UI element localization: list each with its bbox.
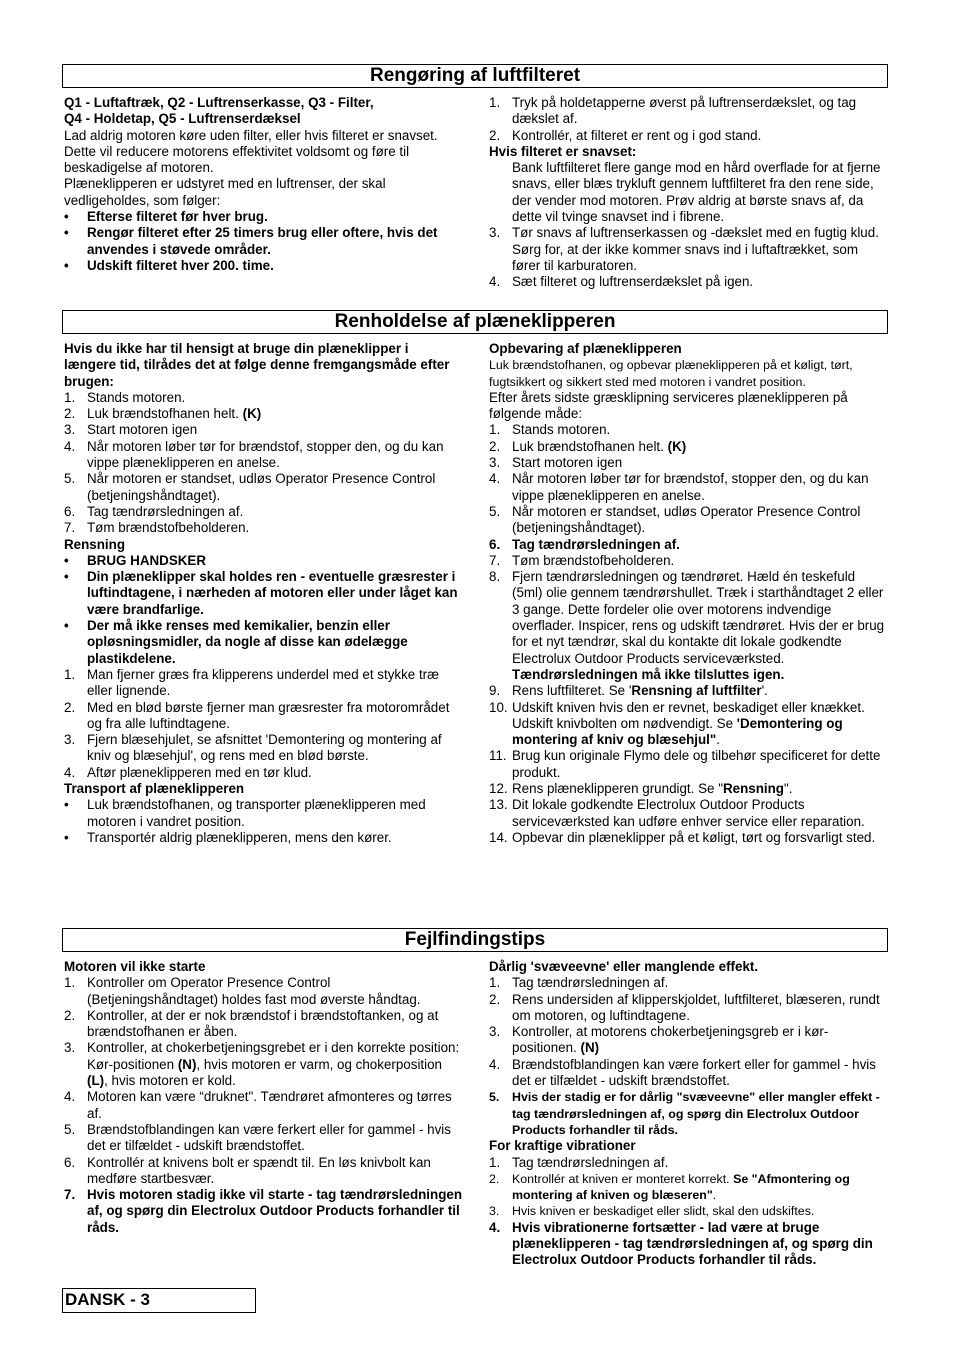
- list-item: 5. Brændstofblandingen kan være ferkert eller for gammel - hvis det er tilfældet - udskift brændstoffet.: [64, 1121, 451, 1154]
- list-item: • BRUG HANDSKER: [64, 552, 207, 568]
- list-item: 4. Aftør plæneklipperen med en tør klud.: [64, 764, 312, 780]
- list-item: 2. Kontrollér, at filteret er rent og i god stand.: [489, 127, 762, 143]
- storage-intro-right: Efter årets sidste græsklipning serviceres plæneklipperen på følgende måde:: [489, 389, 848, 422]
- part-labels-line1: Q1 - Luftaftræk, Q2 - Luftrenserkasse, Q3 - Filter,: [64, 95, 374, 110]
- list-item: 2. Luk brændstofhanen helt. (K): [489, 438, 687, 454]
- list-item: 1. Tag tændrørsledningen af.: [489, 1154, 669, 1170]
- troubleshooting-left-column: [64, 959, 464, 1236]
- section-title-maintenance: Renholdelse af plæneklipperen: [62, 310, 888, 334]
- list-item: 1. Stands motoren.: [489, 422, 611, 438]
- list-item: • Efterse filteret før hver brug.: [64, 209, 268, 225]
- list-item: 9. Rens luftfilteret. Se 'Rensning af luftfilter'.: [489, 683, 768, 699]
- list-item: 1. Man fjerner græs fra klipperens underdel med et stykke træ eller lignende.: [64, 666, 440, 699]
- maintenance-left-column: [64, 341, 464, 846]
- list-item: 10. Udskift kniven hvis den er revnet, beskadiget eller knækket. Udskift knivbolten om nødvendigt. Se 'Demontering og montering af kniv og blæsehjul".: [489, 699, 865, 748]
- list-item: 3. Hvis kniven er beskadiget eller slidt, skal den udskiftes.: [489, 1204, 815, 1219]
- list-item: • Der må ikke renses med kemikalier, benzin eller opløsningsmidler, da nogle af disse kan ødelægge plastikdelene.: [64, 618, 408, 666]
- list-item: 4. Motoren kan være “druknet". Tændrøret afmonteres og tørres af.: [64, 1089, 452, 1121]
- list-item: 6. Tag tændrørsledningen af.: [64, 503, 244, 519]
- list-item: 2. Med en blød børste fjerner man græsrester fra motorområdet og fra alle luftindtagene.: [64, 699, 450, 731]
- maintenance-right-column: [489, 341, 889, 846]
- list-item: 3. Fjern blæsehjulet, se afsnittet 'Demontering og montering af kniv og blæsehjul', og rens med en blød børste.: [64, 732, 442, 764]
- list-item: 3. Kontroller, at chokerbetjeningsgrebet er i den korrekte position: Kør-positionen (N), hvis motoren er varm, og chokerposition (L), hvis motoren er kold.: [64, 1040, 460, 1089]
- list-item: 3. Start motoren igen: [489, 455, 623, 471]
- list-item: 5. Når motoren er standset, udløs Operator Presence Control (betjeningshåndtaget).: [64, 471, 436, 503]
- troubleshooting-right-column: [489, 959, 889, 1269]
- cleaning-heading: Rensning: [64, 536, 126, 552]
- storage-heading: Opbevaring af plæneklipperen: [489, 341, 682, 356]
- list-item: 7. Hvis motoren stadig ikke vil starte - tag tændrørsledningen af, og spørg din Electrolux Outdoor Products forhandler til råds.: [64, 1187, 463, 1235]
- vibration-heading: For kraftige vibrationer: [489, 1138, 636, 1154]
- list-item: 13. Dit lokale godkendte Electrolux Outdoor Products serviceværksted kan udføre enhver service eller reparation.: [489, 797, 865, 829]
- list-item: 3. Start motoren igen: [64, 422, 198, 438]
- list-item: 5. Når motoren er standset, udløs Operator Presence Control (betjeningshåndtaget).: [489, 503, 861, 536]
- storage-note: Luk brændstofhanen, og opbevar plæneklipperen på et køligt, tørt, fugtsikkert og sikkert sted med motoren i vandret position.: [489, 358, 853, 389]
- transport-heading: Transport af plæneklipperen: [64, 781, 245, 797]
- list-item: 7. Tøm brændstofbeholderen.: [64, 520, 250, 536]
- list-item: 2. Rens undersiden af klipperskjoldet, luftfilteret, blæseren, rundt om motoren, og luftindtagene.: [489, 991, 880, 1023]
- list-item: 3. Tør snavs af luftrenserkassen og -dækslet med en fugtig klud. Sørg for, at der ikke kommer snavs ind i luftaftrækket, som fører til karburatoren.: [489, 225, 879, 273]
- list-item: 2. Kontrollér at kniven er monteret korrekt. Se "Afmontering og montering af kniven og blæseren".: [489, 1171, 850, 1203]
- poor-hover-heading: Dårlig 'svæveevne' eller manglende effekt.: [489, 959, 759, 974]
- air-filter-warning: Lad aldrig motoren køre uden filter, eller hvis filteret er snavset. Dette vil reducere motorens effektivitet voldsomt og føre til beskadigelse af motoren.: [64, 127, 438, 176]
- section-title-air-filter: Rengøring af luftfilteret: [62, 64, 888, 88]
- list-item: • Din plæneklipper skal holdes ren - eventuelle græsrester i luftindtagene, i nærheden af motoren eller under låget kan være brandfarlige.: [64, 569, 458, 617]
- list-item: 4. Når motoren løber tør for brændstof, stopper den, og du kan vippe plæneklipperen en anelse.: [64, 438, 444, 471]
- air-filter-right-column: [489, 95, 889, 291]
- list-item: 14. Opbevar din plæneklipper på et køligt, tørt og forsvarligt sted.: [489, 829, 876, 845]
- page-footer-label: DANSK - 3: [62, 1288, 256, 1313]
- list-item: • Luk brændstofhanen, og transporter plæneklipperen med motoren i vandret position.: [64, 797, 426, 829]
- list-item: 4. Brændstofblandingen kan være forkert eller for gammel - hvis det er tilfældet - udskift brændstoffet.: [489, 1056, 876, 1089]
- list-item: 8. Fjern tændrørsledningen og tændrøret. Hæld én teskefuld (5ml) olie gennem tændrørshullet. Træk i starthåndtaget 2 eller 3 gange. Dette fordeler olie over motorens indvendige overflader. Inspicer, rens og udskift tændrøret. Hvis der er brug for et nyt tændrør, skal du kontakte dit lokale godkendte Electrolux Outdoor Products serviceværksted. Tændrørsledningen må ikke tilsluttes igen.: [489, 569, 885, 682]
- list-item: 12. Rens plæneklipperen grundigt. Se "Rensning".: [489, 781, 793, 797]
- list-item: 4. Sæt filteret og luftrenserdækslet på igen.: [489, 274, 754, 290]
- dirty-filter-instructions: Bank luftfilteret flere gange mod en hård overflade for at fjerne snavs, eller blæs trykluft gennem luftfilteret fra den rene side, der vender mod motoren. Prøv aldrig at børste snavs af, da dette vil tvinge snavset ind i fibrene.: [512, 160, 881, 225]
- air-filter-intro: Plæneklipperen er udstyret med en luftrenser, der skal vedligeholdes, som følger:: [64, 176, 386, 208]
- section-title-troubleshooting: Fejlfindingstips: [62, 928, 888, 952]
- list-item: 1. Kontroller om Operator Presence Control (Betjeningshåndtaget) holdes fast mod øverste håndtag.: [64, 975, 421, 1007]
- list-item: • Transportér aldrig plæneklipperen, mens den kører.: [64, 829, 392, 845]
- list-item: 4. Når motoren løber tør for brændstof, stopper den, og du kan vippe plæneklipperen en anelse.: [489, 471, 869, 503]
- list-item: • Rengør filteret efter 25 timers brug eller oftere, hvis det anvendes i støvede områder.: [64, 225, 438, 257]
- no-start-heading: Motoren vil ikke starte: [64, 959, 206, 974]
- storage-intro: Hvis du ikke har til hensigt at bruge din plæneklipper i længere tid, tilrådes det at følge denne fremgangsmåde efter brugen:: [64, 341, 450, 389]
- list-item: 7. Tøm brændstofbeholderen.: [489, 552, 675, 568]
- part-labels-line2: Q4 - Holdetap, Q5 - Luftrenserdæksel: [64, 111, 301, 127]
- list-item: 3. Kontroller, at motorens chokerbetjeningsgreb er i kør-positionen. (N): [489, 1024, 829, 1056]
- list-item: 11. Brug kun originale Flymo dele og tilbehør specificeret for dette produkt.: [489, 748, 881, 780]
- list-item: 1. Tryk på holdetapperne øverst på luftrenserdækslet, og tag dækslet af.: [489, 95, 857, 127]
- air-filter-left-column: [64, 95, 464, 274]
- dirty-filter-heading: Hvis filteret er snavset:: [489, 143, 637, 159]
- list-item: 6. Tag tændrørsledningen af.: [489, 536, 680, 552]
- list-item: 1. Stands motoren.: [64, 389, 186, 405]
- list-item: 2. Luk brændstofhanen helt. (K): [64, 406, 262, 422]
- list-item: 6. Kontrollér at knivens bolt er spændt til. En løs knivbolt kan medføre startbesvær.: [64, 1154, 431, 1186]
- list-item: • Udskift filteret hver 200. time.: [64, 257, 274, 273]
- list-item: 4. Hvis vibrationerne fortsætter - lad være at bruge plæneklipperen - tag tændrørsledningen af, og spørg din Electrolux Outdoor Products forhandler til råds.: [489, 1219, 873, 1268]
- list-item: 5. Hvis der stadig er for dårlig "svæveevne" eller mangler effekt - tag tændrørsledningen af, og spørg din Electrolux Outdoor Products forhandler til råds.: [489, 1090, 880, 1137]
- list-item: 1. Tag tændrørsledningen af.: [489, 975, 669, 991]
- list-item: 2. Kontroller, at der er nok brændstof i brændstoftanken, og at brændstofhanen er åben.: [64, 1007, 439, 1040]
